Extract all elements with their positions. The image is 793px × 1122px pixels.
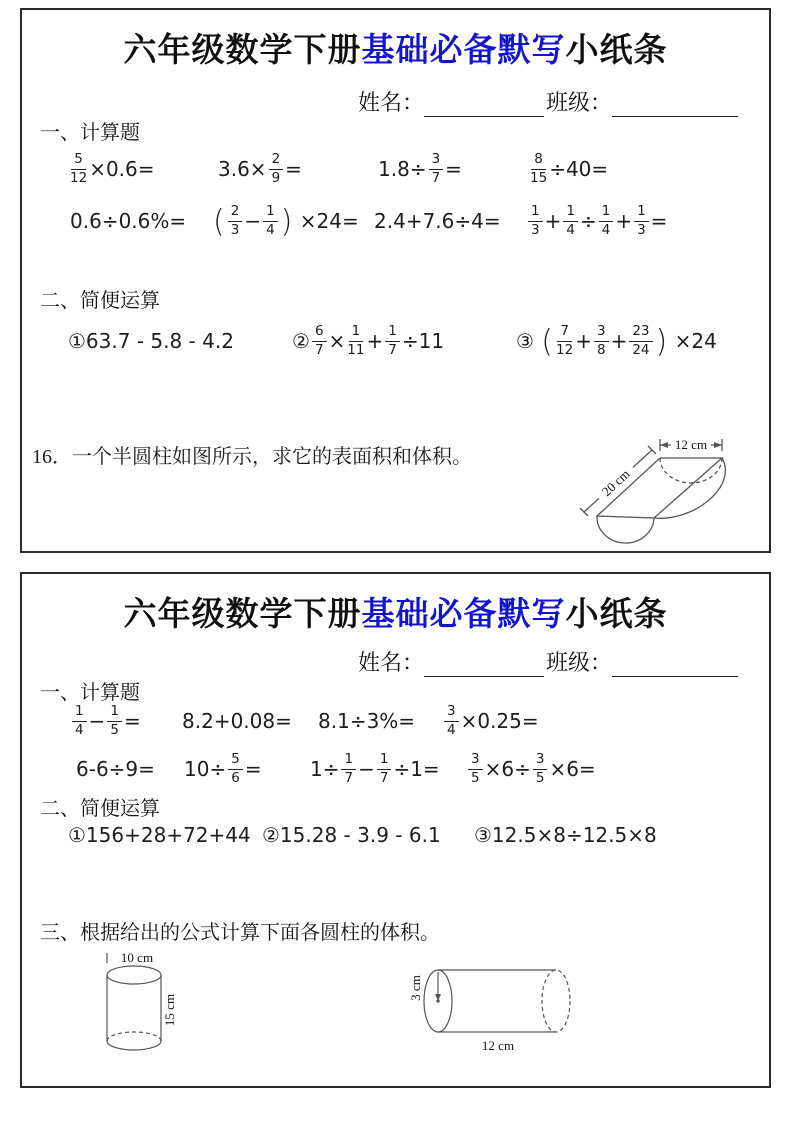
math-expression: ③12.5×8÷12.5×8 [474, 823, 657, 847]
section-cylinders-heading: 三、根据给出的公式计算下面各圆柱的体积。 [40, 922, 440, 944]
math-expression: $\frac{1}{3}$ + $\frac{1}{4}$ ÷ $\frac{1}{4}$ + $\frac{1}{3}$ = [526, 198, 667, 244]
math-expression: $\frac{3}{5}$ ×6÷ $\frac{3}{5}$ ×6= [466, 746, 596, 792]
math-expression: 8.2+0.08= [182, 709, 292, 733]
math-expression: 10÷ $\frac{5}{6}$ = [184, 751, 262, 786]
class-blank [612, 652, 738, 677]
math-expression: ③ ( $\frac{7}{12}$ + $\frac{3}{8}$ + $\frac{23}{24}$ ) ×24 [516, 322, 717, 360]
name-label: 姓名： [358, 650, 425, 675]
title-highlight: 基础必备默写 [361, 595, 566, 632]
math-expression: ( $\frac{2}{3}$ − $\frac{1}{4}$ ) ×24= [213, 202, 359, 240]
page-title [22, 588, 769, 635]
math-expression: 1.8÷ $\frac{3}{7}$ = [378, 151, 462, 186]
page-title [22, 24, 769, 71]
worksheet-panel-1 [20, 8, 771, 553]
math-expression: ② $\frac{6}{7}$ × $\frac{1}{11}$ + $\frac{1}{7}$ ÷11 [292, 323, 445, 358]
half-cylinder-width-label: 12 cm [674, 437, 708, 452]
name-label: 姓名： [358, 90, 425, 115]
math-expression: 0.6÷0.6%= [70, 209, 187, 233]
horizontal-cylinder-diagram [408, 958, 598, 1058]
section-calc-heading: 一、计算题 [40, 682, 140, 704]
vertical-cylinder-diameter-label: 10 cm [120, 950, 154, 965]
math-expression: 6-6÷9= [76, 757, 155, 781]
name-class-line [358, 646, 738, 677]
title-right: 小纸条 [565, 595, 668, 632]
horizontal-cylinder-radius-label: 3 cm [408, 975, 423, 1001]
math-expression: 2.4+7.6÷4= [374, 209, 501, 233]
section-simplify-heading: 二、简便运算 [40, 798, 160, 820]
math-expression: 3.6× $\frac{2}{9}$ = [218, 151, 302, 186]
title-right: 小纸条 [565, 31, 668, 68]
worksheet-panel-2 [20, 572, 771, 1088]
problem-16-text: 16．一个半圆柱如图所示，求它的表面积和体积。 [32, 446, 472, 468]
vertical-cylinder-diagram [82, 948, 207, 1063]
math-expression: ①63.7 - 5.8 - 4.2 [68, 329, 234, 353]
class-blank [612, 92, 738, 117]
horizontal-cylinder-length-label: 12 cm [481, 1038, 515, 1053]
section-calc-heading: 一、计算题 [40, 122, 140, 144]
section-simplify-heading: 二、简便运算 [40, 290, 160, 312]
vertical-cylinder-height-label: 15 cm [162, 993, 177, 1027]
math-expression: 8.1÷3%= [318, 709, 416, 733]
title-highlight: 基础必备默写 [361, 31, 566, 68]
math-expression: ①156+28+72+44 [68, 823, 251, 847]
title-left: 六年级数学下册 [123, 595, 362, 632]
math-expression: $\frac{3}{4}$ ×0.25= [442, 698, 539, 744]
math-expression: $\frac{5}{12}$ ×0.6= [70, 151, 155, 186]
class-label: 班级： [546, 90, 613, 115]
name-blank [424, 652, 544, 677]
class-label: 班级： [546, 650, 613, 675]
half-cylinder-diagram [572, 434, 782, 549]
math-expression: ②15.28 - 3.9 - 6.1 [262, 823, 441, 847]
half-cylinder-length-label: 20 cm [598, 466, 633, 500]
math-expression: $\frac{1}{4}$ − $\frac{1}{5}$ = [70, 698, 141, 744]
math-expression: $\frac{8}{15}$ ÷40= [530, 151, 609, 186]
math-expression: 1÷ $\frac{1}{7}$ − $\frac{1}{7}$ ÷1= [310, 751, 440, 786]
name-class-line [358, 86, 738, 117]
title-left: 六年级数学下册 [123, 31, 362, 68]
name-blank [424, 92, 544, 117]
